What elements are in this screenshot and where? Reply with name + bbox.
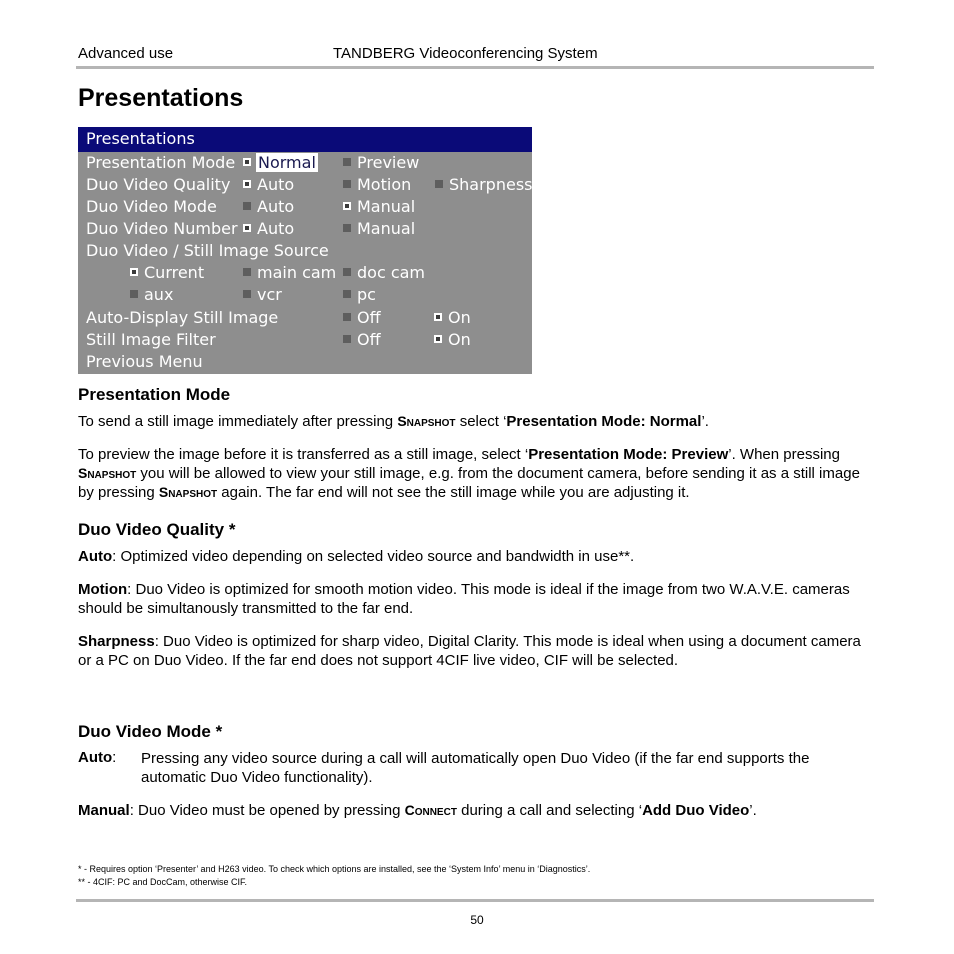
checkbox-icon [435,180,443,188]
osd-label: Presentation Mode [86,153,236,172]
checkbox-icon [343,202,351,210]
checkbox-icon [343,224,351,232]
page-number: 50 [470,913,484,927]
paragraph: Sharpness: Duo Video is optimized for sharp video, Digital Clarity. This mode is ideal when using a document camera or a PC on Duo Video. If the far end does not support 4CIF live video, CIF will be selected. [78,633,861,669]
osd-label: Duo Video Mode [86,197,217,216]
footer-rule [76,899,874,902]
key-snapshot: Snapshot [158,484,218,500]
checkbox-icon [343,290,351,298]
checkbox-icon [434,313,442,321]
checkbox-icon [343,335,351,343]
osd-row-still-image-filter[interactable]: Still Image Filter Off On [86,330,471,349]
osd-label: Still Image Filter [86,330,216,349]
checkbox-icon [130,290,138,298]
paragraph: Motion: Duo Video is optimized for smooth motion video. This mode is ideal if the image from two W.A.V.E. cameras should be simultanously transmitted to the far end. [78,581,850,617]
header-center: TANDBERG Videoconferencing System [333,45,598,62]
osd-title: Presentations [86,129,195,148]
key-snapshot: Snapshot [397,413,456,429]
header-rule [76,66,874,69]
checkbox-icon [243,202,251,210]
osd-label: Previous Menu [86,352,203,371]
osd-row-presentation-mode[interactable]: Presentation Mode Normal Preview [86,153,420,172]
osd-row-auto-display[interactable]: Auto-Display Still Image Off On [86,308,471,327]
page-title: Presentations [78,84,244,112]
osd-title-bar [78,127,532,152]
footnote-2: ** - 4CIF: PC and DocCam, otherwise CIF. [78,877,248,887]
checkbox-icon [343,268,351,276]
osd-menu [78,127,532,374]
definition-body: Pressing any video source during a call will automatically open Duo Video (if the far end supports the automatic Duo Video functionality). [141,750,810,786]
osd-label: Auto-Display Still Image [86,308,279,327]
paragraph: Manual: Duo Video must be opened by pressing Connect during a call and selecting ‘Add Duo Video’. [78,802,757,819]
key-snapshot: Snapshot [78,465,137,481]
header-left: Advanced use [78,45,174,62]
osd-row-duo-video-quality[interactable]: Duo Video Quality Auto Motion Sharpness [86,175,532,194]
checkbox-icon [243,290,251,298]
osd-row-source-options-1[interactable]: Current main cam doc cam [78,262,532,284]
key-connect: Connect [404,802,457,818]
heading-duo-video-quality: Duo Video Quality * [78,520,236,539]
heading-presentation-mode: Presentation Mode [78,385,231,404]
checkbox-icon [434,335,442,343]
paragraph: Auto: Optimized video depending on selected video source and bandwidth in use**. [78,548,635,565]
checkbox-icon [243,180,251,188]
footnote-1: * - Requires option ‘Presenter’ and H263 video. To check which options are installed, see the ‘System Info’ menu in ‘Diagnostics’. [78,864,591,874]
osd-row-duo-video-mode[interactable]: Duo Video Mode Auto Manual [86,197,416,216]
checkbox-icon [243,158,251,166]
osd-row-previous-menu[interactable] [78,351,532,373]
checkbox-icon [343,158,351,166]
osd-row-source[interactable] [78,240,532,262]
definition-term: Auto: [78,749,117,766]
checkbox-icon [243,268,251,276]
paragraph: To send a still image immediately after pressing Snapshot select ‘Presentation Mode: Normal’. [78,413,709,430]
heading-duo-video-mode: Duo Video Mode * [78,722,223,741]
checkbox-icon [243,224,251,232]
osd-label: Duo Video / Still Image Source [86,241,329,260]
osd-label: Duo Video Quality [86,175,231,194]
checkbox-icon [130,268,138,276]
checkbox-icon [343,313,351,321]
osd-row-source-options-2[interactable]: aux vcr pc [78,284,532,306]
osd-label: Duo Video Number [86,219,238,238]
checkbox-icon [343,180,351,188]
paragraph: To preview the image before it is transferred as a still image, select ‘Presentation Mode: Preview’. When pressing Snapshot you will be allowed to view your still image, e.g. from the document camera, before sending it as a still image by pressing Snapshot again. The far end will not see the still image while you are adjusting it. [78,446,860,501]
osd-row-duo-video-number[interactable]: Duo Video Number Auto Manual [86,219,416,238]
